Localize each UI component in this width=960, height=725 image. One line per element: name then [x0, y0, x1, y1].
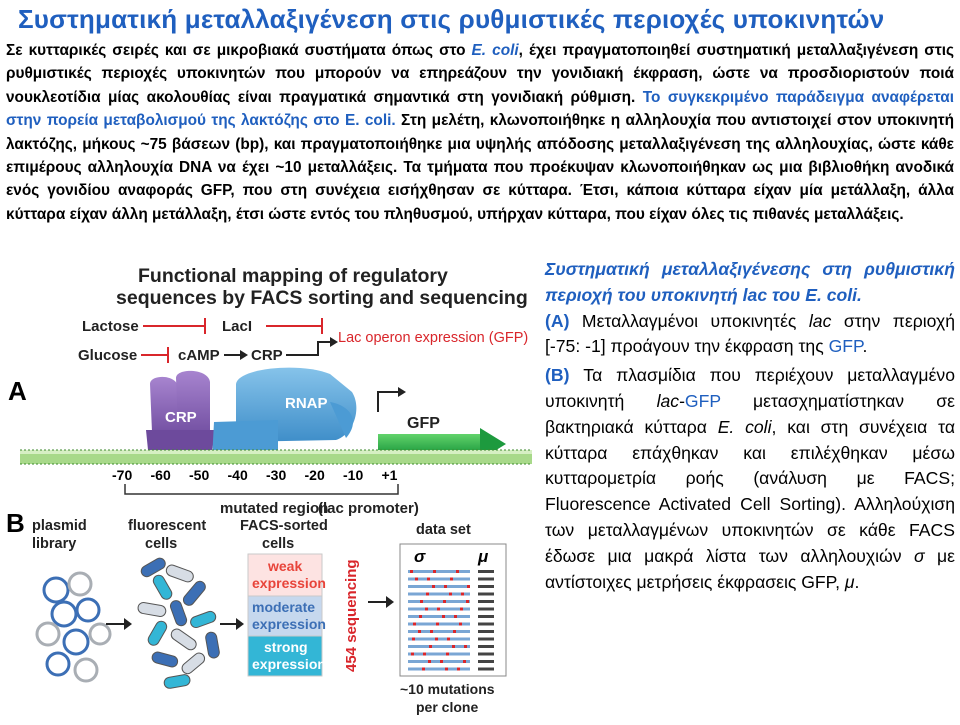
- mutation-mark: [445, 668, 448, 671]
- data-set-label: data set: [416, 522, 471, 538]
- panel-a-label: A: [8, 376, 27, 406]
- mutation-mark: [454, 615, 457, 618]
- sigma-header: σ: [414, 547, 426, 566]
- mutation-mark: [410, 570, 413, 573]
- mutation-mark: [449, 593, 452, 596]
- expression-value: [478, 645, 494, 648]
- position--60: -60: [150, 467, 171, 483]
- caption-part-b: [545, 363, 955, 595]
- mutation-mark: [459, 623, 462, 626]
- mutation-mark: [432, 585, 435, 588]
- position--20: -20: [304, 467, 325, 483]
- position--70: -70: [112, 467, 133, 483]
- intro-text-1: Σε κυτταρικές σειρές και σε μικροβιακά συστήματα όπως στο: [6, 42, 472, 59]
- mutation-mark: [423, 653, 426, 656]
- figure-title-line1: Functional mapping of regulatory: [138, 265, 448, 287]
- mutation-mark: [418, 630, 421, 633]
- sequence-row: [408, 638, 470, 641]
- mutation-mark: [442, 615, 445, 618]
- caption-part-a: [545, 309, 955, 361]
- panel-b-label: B: [6, 508, 25, 538]
- expression-value: [478, 668, 494, 671]
- mutation-mark: [411, 653, 414, 656]
- caption-b-text-4: με αντίστοιχες μετρήσεις έκφρασεις GFP,: [545, 545, 955, 592]
- slide-title: Συστηματική μεταλλαξιγένεση στις ρυθμιστικές περιοχές υποκινητών: [18, 4, 885, 34]
- caption-a-text-2: στην περιοχή [-75: -1] προάγουν την έκφραση της: [545, 310, 955, 357]
- caption-b-ecoli: E. coli: [717, 416, 772, 437]
- caption-a-lac: lac: [808, 310, 832, 331]
- sequence-row: [408, 645, 470, 648]
- figure-panel: [0, 262, 538, 720]
- mutation-mark: [450, 578, 453, 581]
- fluorescent-cells-label: fluorescent cells: [128, 518, 207, 552]
- figure-title-line2: sequences by FACS sorting and sequencing: [116, 287, 528, 309]
- caption-b-gfp: GFP: [684, 390, 721, 411]
- sequencing-label: 454 sequencing: [343, 559, 360, 672]
- rnap-label: RNAP: [285, 395, 328, 412]
- position--40: -40: [227, 467, 248, 483]
- fluorescent-cell-cluster: [137, 556, 220, 689]
- expression-value: [478, 600, 494, 603]
- caption-b-dash: -: [679, 390, 685, 411]
- figure-illustration: [0, 262, 538, 720]
- mutation-mark: [460, 608, 463, 611]
- mutations-label: ~10 mutations per clone: [400, 681, 495, 715]
- position-labels: [112, 467, 398, 483]
- intro-text-3: Στη μελέτη, κλωνοποιήθηκε η αλληλουχία που αντιστοιχεί στον υποκινητή λακτόζης, μήκους ~75 βάσεων (bp), και πραγματοποιήθηκε μια υψηλής απόδοσης μεταλλαξιγένεση της αλληλουχίας, ώστε κάθε επιμέρους αλληλουχία DNA να έχει ~10 μεταλλάξεις. Τα τμήματα που προέκυψαν κλωνοποιήθηκαν ως μια βιβλιοθήκη ανοδικά ενός γονιδίου αναφοράς GFP, που στη συνέχεια εισήχθησαν σε κύτταρα. Έτσι, κάποια κύτταρα είχαν μία μετάλλαξη, άλλα κύτταρα είχαν άλλη μετάλλαξη, έτσι ώστε εντός του πληθυσμού, υπήρχαν κύτταρα, που είχαν όλες τις πιθανές μεταλλάξεις.: [6, 112, 954, 223]
- dna-sequence: [20, 450, 532, 464]
- position--30: -30: [266, 467, 287, 483]
- mutation-mark: [443, 600, 446, 603]
- laci-label: LacI: [222, 318, 253, 335]
- intro-ecoli: E. coli: [471, 42, 519, 59]
- expression-value: [478, 570, 494, 573]
- caption-b-text-2: μετασχηματίστηκαν σε βακτηριακά κύτταρα: [545, 390, 955, 437]
- mutation-mark: [412, 638, 415, 641]
- figure-caption: [545, 257, 955, 595]
- mutation-mark: [463, 660, 466, 663]
- sequence-row: [408, 630, 470, 633]
- caption-b-end: .: [854, 571, 860, 592]
- expression-value: [478, 593, 494, 596]
- caption-b-label: (B): [545, 365, 570, 386]
- position--50: -50: [189, 467, 210, 483]
- facs-sorted-bins: [248, 554, 326, 676]
- mutation-mark: [444, 585, 447, 588]
- rnap-protein: [212, 368, 356, 460]
- plasmid-library-label: plasmid library: [32, 518, 87, 552]
- position--10: -10: [343, 467, 364, 483]
- crp-label: CRP: [251, 347, 283, 364]
- caption-b-lac: lac: [656, 390, 680, 411]
- camp-label: cAMP: [178, 347, 220, 364]
- expression-value: [478, 585, 494, 588]
- plasmid-rings: [37, 573, 110, 681]
- intro-paragraph: [6, 39, 954, 226]
- mutated-region-label: mutated region: [220, 500, 329, 517]
- mutation-mark: [446, 653, 449, 656]
- arrow-2: [220, 618, 244, 630]
- expression-value: [478, 615, 494, 618]
- data-set-table: [400, 544, 506, 676]
- caption-b-text-3: , και στη συνέχεια τα κύτταρα επάχθηκαν και επιλέχθηκαν μέσω κυτταρομετρία ροής (ανάλυση με FACS; Fluorescence Activated Cell Sorting). Αλληλούχιση των μεταλλαγμένων υποκινητών σε κάθε FACS έδωσε μια μακρά λίστα των αλληλουχιών: [545, 416, 955, 566]
- mutation-mark: [413, 623, 416, 626]
- mutation-mark: [433, 570, 436, 573]
- caption-a-label: (A): [545, 310, 570, 331]
- mutation-mark: [453, 630, 456, 633]
- position-+1: +1: [381, 467, 398, 483]
- crp-protein: [146, 371, 216, 456]
- sequence-row: [408, 653, 470, 656]
- mutation-mark: [466, 600, 469, 603]
- mutation-mark: [467, 585, 470, 588]
- mutation-mark: [452, 645, 455, 648]
- mutation-mark: [420, 600, 423, 603]
- mutation-mark: [435, 638, 438, 641]
- sequence-row: [408, 600, 470, 603]
- mutation-mark: [419, 615, 422, 618]
- regulatory-network: [78, 318, 528, 364]
- mutation-mark: [415, 578, 418, 581]
- sequence-row: [408, 660, 470, 663]
- mutation-mark: [447, 638, 450, 641]
- intro-text-2: , έχει πραγματοποιηθεί συστηματική μεταλλαξιγένεση στις ρυθμιστικές περιοχές υποκινητών που μπορούν να επηρεάζουν την γονιδιακή έκφραση, ώστε να προσδιοριστούν ποιά νουκλεοτίδια μίας ακολουθίας είναι πραγματικά σημαντικά στη γονιδιακή ρύθμιση.: [6, 42, 954, 106]
- caption-b-mu: μ: [844, 571, 855, 592]
- expression-value: [478, 653, 494, 656]
- sequence-row: [408, 615, 470, 618]
- facs-sorted-label: FACS-sorted cells: [240, 518, 328, 552]
- caption-b-text-1: Τα πλασμίδια που περιέχουν μεταλλαγμένο υποκινητή: [545, 365, 955, 411]
- expression-value: [478, 578, 494, 581]
- lactose-label: Lactose: [82, 318, 139, 335]
- mutation-mark: [429, 645, 432, 648]
- caption-title: Συστηματική μεταλλαξιγένεσης στη ρυθμιστική περιοχή του υποκινητή lac του E. coli.: [545, 259, 955, 305]
- weak-expression-label: weak expression: [252, 558, 326, 591]
- mutated-region-bracket: [125, 484, 398, 494]
- moderate-expression-label: moderate expression: [252, 599, 326, 632]
- sequence-row: [408, 585, 470, 588]
- mutation-mark: [427, 578, 430, 581]
- mutation-mark: [436, 623, 439, 626]
- gfp-gene: [378, 387, 506, 460]
- caption-b-sigma: σ: [913, 545, 925, 566]
- glucose-label: Glucose: [78, 347, 138, 364]
- sequence-row: [408, 593, 470, 596]
- crp-protein-label: CRP: [165, 409, 197, 426]
- mutation-mark: [437, 608, 440, 611]
- mutation-mark: [464, 645, 467, 648]
- expression-value: [478, 608, 494, 611]
- caption-a-text-1: Μεταλλαγμένοι υποκινητές: [569, 310, 809, 331]
- sequence-row: [408, 570, 470, 573]
- strong-expression-label: strong expression: [252, 639, 326, 672]
- mutation-mark: [440, 660, 443, 663]
- mutation-mark: [422, 668, 425, 671]
- mutation-mark: [461, 593, 464, 596]
- mutation-mark: [430, 630, 433, 633]
- mutation-mark: [426, 593, 429, 596]
- arrow-3: [368, 596, 394, 608]
- mutation-mark: [425, 608, 428, 611]
- expression-value: [478, 630, 494, 633]
- lac-promoter-label: (lac promoter): [318, 500, 419, 517]
- mutation-mark: [457, 668, 460, 671]
- expression-value: [478, 638, 494, 641]
- gfp-gene-label: GFP: [407, 415, 440, 432]
- lac-expression-label: Lac operon expression (GFP): [338, 330, 529, 346]
- caption-a-gfp: GFP: [828, 336, 863, 357]
- sequence-row: [408, 668, 470, 671]
- mutation-mark: [456, 570, 459, 573]
- intro-highlight: Το συγκεκριμένο παράδειγμα αναφέρεται στην πορεία μεταβολισμού της λακτόζης στο E. coli.: [6, 88, 954, 130]
- mutation-mark: [428, 660, 431, 663]
- expression-value: [478, 660, 494, 663]
- expression-value: [478, 623, 494, 626]
- mu-header: μ: [478, 547, 489, 566]
- caption-a-end: .: [862, 336, 868, 357]
